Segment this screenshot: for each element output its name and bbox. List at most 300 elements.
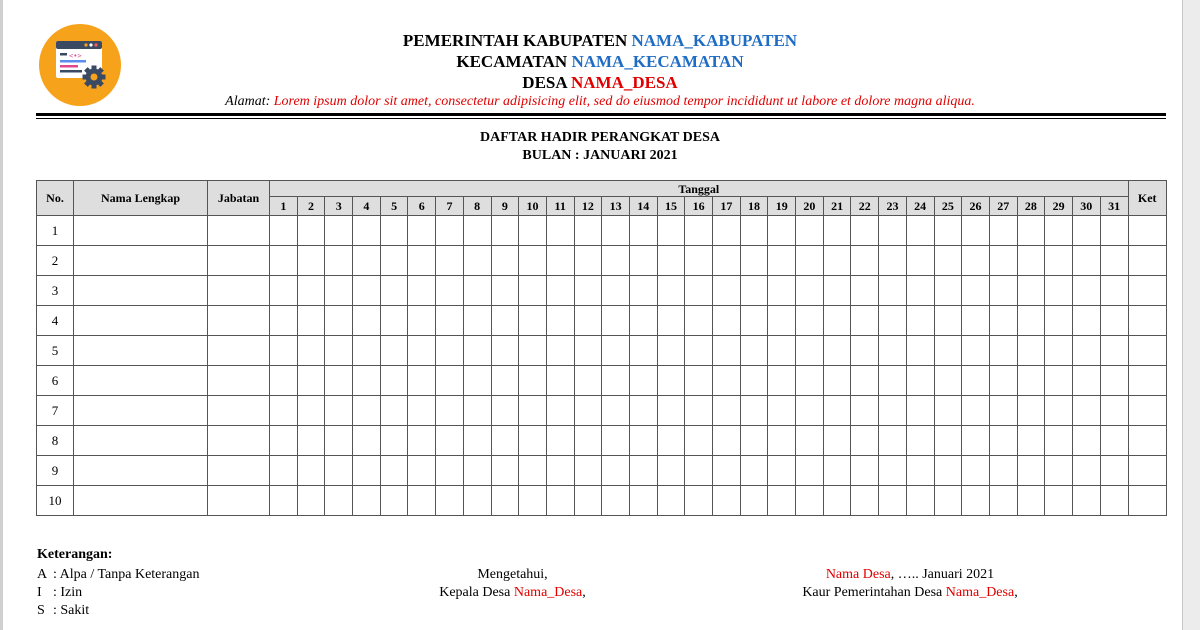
- attendance-cell: [796, 456, 824, 486]
- note-cell: [1128, 216, 1166, 246]
- attendance-cell: [989, 426, 1017, 456]
- attendance-cell: [574, 426, 602, 456]
- header-regency: [150, 31, 1050, 51]
- attendance-cell: [546, 216, 574, 246]
- attendance-cell: [519, 366, 547, 396]
- attendance-cell: [657, 396, 685, 426]
- row-number: 3: [37, 276, 74, 306]
- attendance-cell: [380, 306, 408, 336]
- attendance-cell: [768, 366, 796, 396]
- attendance-cell: [463, 276, 491, 306]
- day-header: 12: [574, 197, 602, 216]
- day-header: 1: [270, 197, 298, 216]
- position-cell: [208, 306, 270, 336]
- attendance-cell: [879, 336, 907, 366]
- attendance-cell: [546, 366, 574, 396]
- signature-head-village: Nama_Desa: [513, 585, 583, 600]
- attendance-cell: [519, 456, 547, 486]
- note-cell: [1128, 276, 1166, 306]
- table-header-row: [37, 181, 1167, 197]
- day-header: 7: [436, 197, 464, 216]
- col-header-position: Jabatan: [208, 181, 270, 216]
- signature-officer-village: Nama_Desa: [945, 585, 1015, 600]
- attendance-cell: [657, 216, 685, 246]
- attendance-cell: [297, 456, 325, 486]
- table-row: [37, 396, 1167, 426]
- attendance-cell: [463, 336, 491, 366]
- attendance-cell: [436, 486, 464, 516]
- attendance-cell: [713, 396, 741, 426]
- day-header: 16: [685, 197, 713, 216]
- attendance-cell: [1100, 216, 1128, 246]
- attendance-cell: [934, 276, 962, 306]
- signature-place-date: [740, 566, 1080, 583]
- attendance-cell: [629, 456, 657, 486]
- attendance-cell: [851, 276, 879, 306]
- attendance-cell: [934, 366, 962, 396]
- attendance-cell: [740, 426, 768, 456]
- attendance-cell: [768, 216, 796, 246]
- attendance-cell: [380, 426, 408, 456]
- attendance-cell: [796, 216, 824, 246]
- name-cell: [74, 246, 208, 276]
- attendance-cell: [629, 216, 657, 246]
- page-edge-right: [1182, 0, 1200, 630]
- name-cell: [74, 306, 208, 336]
- attendance-cell: [297, 336, 325, 366]
- attendance-cell: [380, 276, 408, 306]
- attendance-cell: [657, 246, 685, 276]
- note-cell: [1128, 486, 1166, 516]
- attendance-cell: [463, 396, 491, 426]
- attendance-cell: [408, 366, 436, 396]
- attendance-cell: [408, 216, 436, 246]
- attendance-cell: [436, 426, 464, 456]
- attendance-cell: [436, 336, 464, 366]
- row-number: 7: [37, 396, 74, 426]
- row-number: 6: [37, 366, 74, 396]
- attendance-cell: [491, 426, 519, 456]
- attendance-cell: [602, 276, 630, 306]
- attendance-cell: [408, 306, 436, 336]
- attendance-cell: [574, 366, 602, 396]
- attendance-cell: [297, 366, 325, 396]
- attendance-cell: [906, 426, 934, 456]
- attendance-cell: [989, 306, 1017, 336]
- attendance-cell: [768, 336, 796, 366]
- attendance-cell: [934, 426, 962, 456]
- attendance-cell: [629, 336, 657, 366]
- attendance-cell: [408, 456, 436, 486]
- note-cell: [1128, 456, 1166, 486]
- attendance-cell: [325, 426, 353, 456]
- day-header: 11: [546, 197, 574, 216]
- attendance-cell: [740, 396, 768, 426]
- attendance-cell: [353, 456, 381, 486]
- attendance-cell: [629, 396, 657, 426]
- col-header-date-group: Tanggal: [270, 181, 1129, 197]
- signature-head-comma: ,: [582, 585, 586, 600]
- attendance-cell: [353, 276, 381, 306]
- attendance-cell: [934, 306, 962, 336]
- attendance-cell: [574, 216, 602, 246]
- page-edge: [0, 0, 3, 630]
- attendance-cell: [380, 456, 408, 486]
- legend-code: I: [37, 585, 42, 600]
- attendance-cell: [270, 426, 298, 456]
- attendance-cell: [962, 336, 990, 366]
- name-cell: [74, 216, 208, 246]
- attendance-cell: [713, 366, 741, 396]
- row-number: 2: [37, 246, 74, 276]
- attendance-cell: [823, 306, 851, 336]
- attendance-cell: [629, 306, 657, 336]
- attendance-cell: [325, 396, 353, 426]
- attendance-cell: [685, 366, 713, 396]
- attendance-cell: [629, 366, 657, 396]
- attendance-cell: [934, 216, 962, 246]
- attendance-cell: [353, 246, 381, 276]
- note-cell: [1128, 246, 1166, 276]
- col-header-note: Ket: [1128, 181, 1166, 216]
- attendance-cell: [602, 216, 630, 246]
- attendance-cell: [685, 456, 713, 486]
- attendance-cell: [685, 306, 713, 336]
- attendance-cell: [491, 486, 519, 516]
- attendance-cell: [823, 216, 851, 246]
- attendance-cell: [740, 486, 768, 516]
- attendance-cell: [463, 306, 491, 336]
- attendance-cell: [962, 486, 990, 516]
- attendance-cell: [768, 486, 796, 516]
- attendance-cell: [1045, 456, 1073, 486]
- attendance-cell: [546, 456, 574, 486]
- attendance-cell: [906, 486, 934, 516]
- attendance-cell: [962, 306, 990, 336]
- attendance-cell: [380, 336, 408, 366]
- day-header: 25: [934, 197, 962, 216]
- attendance-cell: [408, 276, 436, 306]
- attendance-cell: [989, 366, 1017, 396]
- attendance-cell: [685, 276, 713, 306]
- letterhead-rule: [36, 113, 1166, 116]
- attendance-cell: [851, 306, 879, 336]
- attendance-cell: [989, 336, 1017, 366]
- attendance-cell: [989, 276, 1017, 306]
- attendance-cell: [353, 306, 381, 336]
- legend-title: Keterangan:: [37, 547, 113, 562]
- attendance-cell: [325, 336, 353, 366]
- header-district-name: NAMA_KECAMATAN: [571, 52, 744, 71]
- attendance-cell: [879, 486, 907, 516]
- day-header: 9: [491, 197, 519, 216]
- address-label: Alamat:: [225, 94, 271, 109]
- attendance-cell: [491, 366, 519, 396]
- legend-text: : Sakit: [53, 603, 90, 618]
- attendance-cell: [297, 216, 325, 246]
- day-header: 29: [1045, 197, 1073, 216]
- attendance-cell: [879, 306, 907, 336]
- attendance-cell: [574, 336, 602, 366]
- name-cell: [74, 336, 208, 366]
- attendance-cell: [851, 336, 879, 366]
- attendance-cell: [297, 486, 325, 516]
- attendance-cell: [685, 336, 713, 366]
- attendance-cell: [740, 366, 768, 396]
- attendance-cell: [1100, 336, 1128, 366]
- attendance-cell: [851, 456, 879, 486]
- attendance-cell: [270, 306, 298, 336]
- attendance-cell: [519, 336, 547, 366]
- attendance-cell: [519, 486, 547, 516]
- attendance-cell: [934, 456, 962, 486]
- attendance-cell: [270, 276, 298, 306]
- attendance-cell: [629, 276, 657, 306]
- day-header: 4: [353, 197, 381, 216]
- signature-officer-title: [740, 584, 1080, 601]
- attendance-cell: [353, 396, 381, 426]
- attendance-cell: [1072, 246, 1100, 276]
- attendance-cell: [546, 276, 574, 306]
- position-cell: [208, 486, 270, 516]
- attendance-cell: [325, 456, 353, 486]
- attendance-cell: [270, 216, 298, 246]
- attendance-cell: [463, 426, 491, 456]
- attendance-cell: [851, 366, 879, 396]
- attendance-cell: [657, 336, 685, 366]
- attendance-cell: [519, 306, 547, 336]
- signature-officer-prefix: Kaur Pemerintahan Desa: [802, 585, 946, 600]
- attendance-cell: [602, 426, 630, 456]
- attendance-cell: [297, 396, 325, 426]
- attendance-cell: [934, 246, 962, 276]
- attendance-cell: [740, 216, 768, 246]
- note-cell: [1128, 336, 1166, 366]
- attendance-cell: [629, 486, 657, 516]
- attendance-cell: [1100, 426, 1128, 456]
- attendance-cell: [796, 306, 824, 336]
- name-cell: [74, 276, 208, 306]
- attendance-cell: [353, 426, 381, 456]
- attendance-cell: [1045, 426, 1073, 456]
- name-cell: [74, 456, 208, 486]
- legend-text: : Izin: [53, 585, 83, 600]
- attendance-cell: [353, 216, 381, 246]
- attendance-cell: [1017, 246, 1045, 276]
- day-header: 22: [851, 197, 879, 216]
- attendance-cell: [823, 336, 851, 366]
- position-cell: [208, 336, 270, 366]
- attendance-cell: [1072, 366, 1100, 396]
- attendance-cell: [1100, 306, 1128, 336]
- day-header: 13: [602, 197, 630, 216]
- attendance-cell: [270, 366, 298, 396]
- attendance-cell: [906, 456, 934, 486]
- legend-text: : Alpa / Tanpa Keterangan: [53, 567, 200, 582]
- row-number: 5: [37, 336, 74, 366]
- attendance-cell: [602, 456, 630, 486]
- attendance-cell: [657, 486, 685, 516]
- attendance-cell: [989, 216, 1017, 246]
- legend-item: [37, 566, 200, 583]
- attendance-cell: [325, 486, 353, 516]
- header-district-prefix: KECAMATAN: [456, 52, 572, 71]
- attendance-cell: [879, 276, 907, 306]
- attendance-cell: [740, 306, 768, 336]
- attendance-cell: [1045, 396, 1073, 426]
- attendance-cell: [519, 276, 547, 306]
- attendance-cell: [574, 276, 602, 306]
- day-header: 18: [740, 197, 768, 216]
- attendance-cell: [1045, 246, 1073, 276]
- attendance-cell: [491, 396, 519, 426]
- attendance-cell: [325, 246, 353, 276]
- position-cell: [208, 426, 270, 456]
- attendance-cell: [463, 366, 491, 396]
- attendance-cell: [463, 246, 491, 276]
- attendance-cell: [380, 486, 408, 516]
- day-header: 23: [879, 197, 907, 216]
- position-cell: [208, 276, 270, 306]
- attendance-cell: [1017, 456, 1045, 486]
- attendance-cell: [685, 426, 713, 456]
- attendance-cell: [1045, 276, 1073, 306]
- legend-item: [37, 584, 82, 601]
- signature-acknowledged: Mengetahui,: [477, 567, 548, 582]
- position-cell: [208, 456, 270, 486]
- attendance-cell: [602, 396, 630, 426]
- attendance-cell: [270, 396, 298, 426]
- attendance-cell: [934, 396, 962, 426]
- attendance-cell: [906, 396, 934, 426]
- attendance-cell: [1017, 486, 1045, 516]
- attendance-cell: [713, 486, 741, 516]
- name-cell: [74, 366, 208, 396]
- attendance-cell: [685, 396, 713, 426]
- day-header: 2: [297, 197, 325, 216]
- attendance-cell: [768, 276, 796, 306]
- name-cell: [74, 486, 208, 516]
- note-cell: [1128, 396, 1166, 426]
- attendance-cell: [906, 366, 934, 396]
- attendance-cell: [962, 276, 990, 306]
- attendance-cell: [325, 276, 353, 306]
- attendance-cell: [1045, 336, 1073, 366]
- attendance-cell: [657, 426, 685, 456]
- attendance-cell: [962, 456, 990, 486]
- attendance-cell: [602, 306, 630, 336]
- header-regency-prefix: PEMERINTAH KABUPATEN: [402, 31, 632, 50]
- attendance-cell: [962, 366, 990, 396]
- attendance-cell: [823, 366, 851, 396]
- attendance-cell: [1072, 276, 1100, 306]
- attendance-cell: [1100, 276, 1128, 306]
- attendance-cell: [851, 426, 879, 456]
- attendance-cell: [491, 216, 519, 246]
- attendance-cell: [879, 396, 907, 426]
- attendance-cell: [408, 426, 436, 456]
- header-district: [150, 52, 1050, 72]
- attendance-cell: [962, 396, 990, 426]
- attendance-cell: [768, 426, 796, 456]
- attendance-cell: [546, 246, 574, 276]
- attendance-cell: [906, 336, 934, 366]
- attendance-cell: [796, 486, 824, 516]
- attendance-cell: [657, 276, 685, 306]
- attendance-cell: [713, 456, 741, 486]
- attendance-cell: [297, 276, 325, 306]
- attendance-cell: [823, 276, 851, 306]
- day-header: 3: [325, 197, 353, 216]
- attendance-cell: [1045, 366, 1073, 396]
- attendance-cell: [1045, 306, 1073, 336]
- day-header: 30: [1072, 197, 1100, 216]
- table-row: [37, 306, 1167, 336]
- attendance-cell: [270, 456, 298, 486]
- day-header: 10: [519, 197, 547, 216]
- table-row: [37, 216, 1167, 246]
- header-village: [150, 73, 1050, 93]
- position-cell: [208, 396, 270, 426]
- row-number: 10: [37, 486, 74, 516]
- document-title: DAFTAR HADIR PERANGKAT DESA: [480, 130, 720, 145]
- day-header: 26: [962, 197, 990, 216]
- attendance-cell: [463, 216, 491, 246]
- day-header: 31: [1100, 197, 1128, 216]
- attendance-cell: [713, 276, 741, 306]
- attendance-cell: [519, 396, 547, 426]
- attendance-cell: [1045, 486, 1073, 516]
- attendance-cell: [353, 366, 381, 396]
- attendance-cell: [297, 306, 325, 336]
- attendance-cell: [1017, 216, 1045, 246]
- attendance-cell: [796, 366, 824, 396]
- attendance-cell: [879, 366, 907, 396]
- attendance-cell: [823, 456, 851, 486]
- attendance-cell: [1072, 336, 1100, 366]
- attendance-cell: [519, 246, 547, 276]
- day-header: 27: [989, 197, 1017, 216]
- attendance-cell: [325, 366, 353, 396]
- attendance-cell: [879, 246, 907, 276]
- attendance-cell: [906, 246, 934, 276]
- note-cell: [1128, 426, 1166, 456]
- attendance-cell: [297, 246, 325, 276]
- attendance-cell: [1072, 216, 1100, 246]
- signature-officer-comma: ,: [1014, 585, 1018, 600]
- attendance-cell: [574, 456, 602, 486]
- attendance-cell: [657, 306, 685, 336]
- attendance-cell: [629, 246, 657, 276]
- attendance-cell: [353, 486, 381, 516]
- attendance-cell: [1072, 396, 1100, 426]
- attendance-cell: [796, 396, 824, 426]
- attendance-cell: [1017, 426, 1045, 456]
- attendance-cell: [353, 336, 381, 366]
- attendance-cell: [879, 426, 907, 456]
- attendance-cell: [823, 246, 851, 276]
- attendance-cell: [546, 306, 574, 336]
- attendance-cell: [657, 456, 685, 486]
- note-cell: [1128, 366, 1166, 396]
- svg-text:<•>: <•>: [69, 52, 82, 60]
- attendance-cell: [740, 336, 768, 366]
- attendance-cell: [851, 396, 879, 426]
- attendance-cell: [851, 216, 879, 246]
- signature-head-title: [340, 584, 685, 601]
- attendance-cell: [796, 426, 824, 456]
- attendance-cell: [989, 246, 1017, 276]
